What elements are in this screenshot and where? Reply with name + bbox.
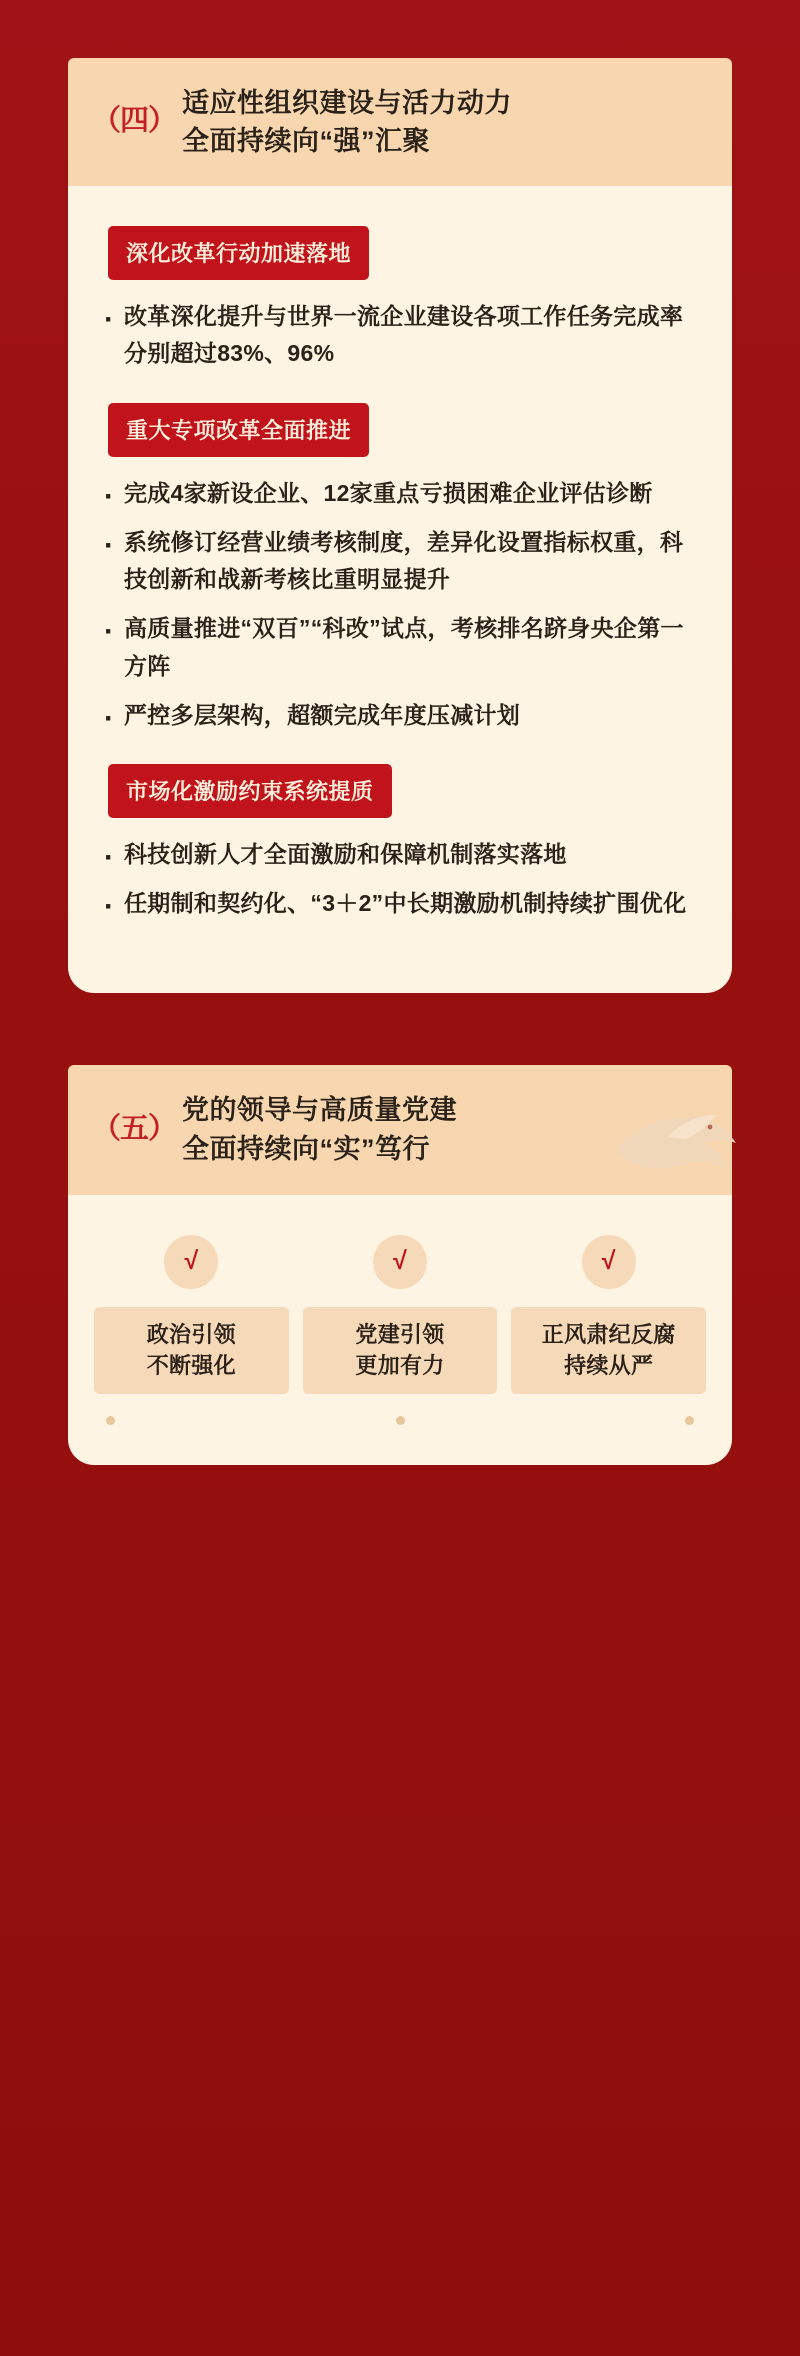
section-four-body	[68, 186, 732, 993]
list-item: · 科技创新人才全面激励和保障机制落实落地	[98, 836, 702, 873]
dot-row	[94, 1416, 706, 1425]
section-five-title	[182, 1091, 457, 1168]
list-item: · 完成4家新设企业、12家重点亏损困难企业评估诊断	[98, 475, 702, 512]
section-five-title-line1: 党的领导与高质量党建	[182, 1095, 457, 1126]
check-col-2	[303, 1235, 498, 1395]
section-four-title-line2: 全面持续向“强”汇聚	[182, 126, 430, 156]
section-five-title-line2: 全面持续向“实”笃行	[182, 1133, 430, 1164]
check-label-2	[303, 1307, 498, 1395]
dot	[396, 1416, 405, 1425]
check-label-1	[94, 1307, 289, 1395]
check-label-line1: 政治引领	[146, 1321, 236, 1347]
list-item: · 严控多层架构，超额完成年度压减计划	[98, 697, 702, 734]
group-tag-1: 深化改革行动加速落地	[108, 226, 369, 280]
check-col-3	[511, 1235, 706, 1395]
group-tag-2: 重大专项改革全面推进	[108, 403, 369, 457]
group-tag-wrap	[108, 403, 702, 457]
list-item: · 高质量推进“双百”“科改”试点，考核排名跻身央企第一方阵	[98, 610, 702, 685]
section-four	[68, 0, 732, 993]
section-four-header	[68, 58, 732, 186]
dot	[106, 1416, 115, 1425]
group-3-list	[98, 836, 702, 923]
group-tag-wrap	[108, 226, 702, 280]
section-five-number: （五）	[91, 1112, 176, 1145]
group-2-list	[98, 475, 702, 735]
check-icon: √	[373, 1235, 427, 1289]
list-item: · 改革深化提升与世界一流企业建设各项工作任务完成率分别超过83%、96%	[98, 298, 702, 373]
check-row	[94, 1235, 706, 1395]
check-col-1	[94, 1235, 289, 1395]
list-item: · 任期制和契约化、“3＋2”中长期激励机制持续扩围优化	[98, 885, 702, 922]
check-label-line2: 不断强化	[146, 1353, 236, 1379]
dot	[685, 1416, 694, 1425]
group-tag-3: 市场化激励约束系统提质	[108, 764, 392, 818]
check-label-3	[511, 1307, 706, 1395]
check-label-line1: 正风肃纪反腐	[541, 1321, 676, 1347]
section-four-title	[182, 84, 512, 161]
section-five-header	[68, 1065, 732, 1195]
check-icon: √	[582, 1235, 636, 1289]
section-four-title-line1: 适应性组织建设与活力动力	[182, 87, 512, 118]
section-five	[68, 993, 732, 1466]
check-icon: √	[164, 1235, 218, 1289]
group-1-list	[98, 298, 702, 373]
check-label-line2: 持续从严	[564, 1353, 654, 1379]
section-four-number: （四）	[91, 105, 176, 138]
section-five-body	[68, 1195, 732, 1466]
list-item: · 系统修订经营业绩考核制度，差异化设置指标权重，科技创新和战新考核比重明显提升	[98, 524, 702, 599]
check-label-line1: 党建引领	[355, 1321, 445, 1347]
group-tag-wrap	[108, 764, 702, 818]
check-label-line2: 更加有力	[355, 1353, 445, 1379]
